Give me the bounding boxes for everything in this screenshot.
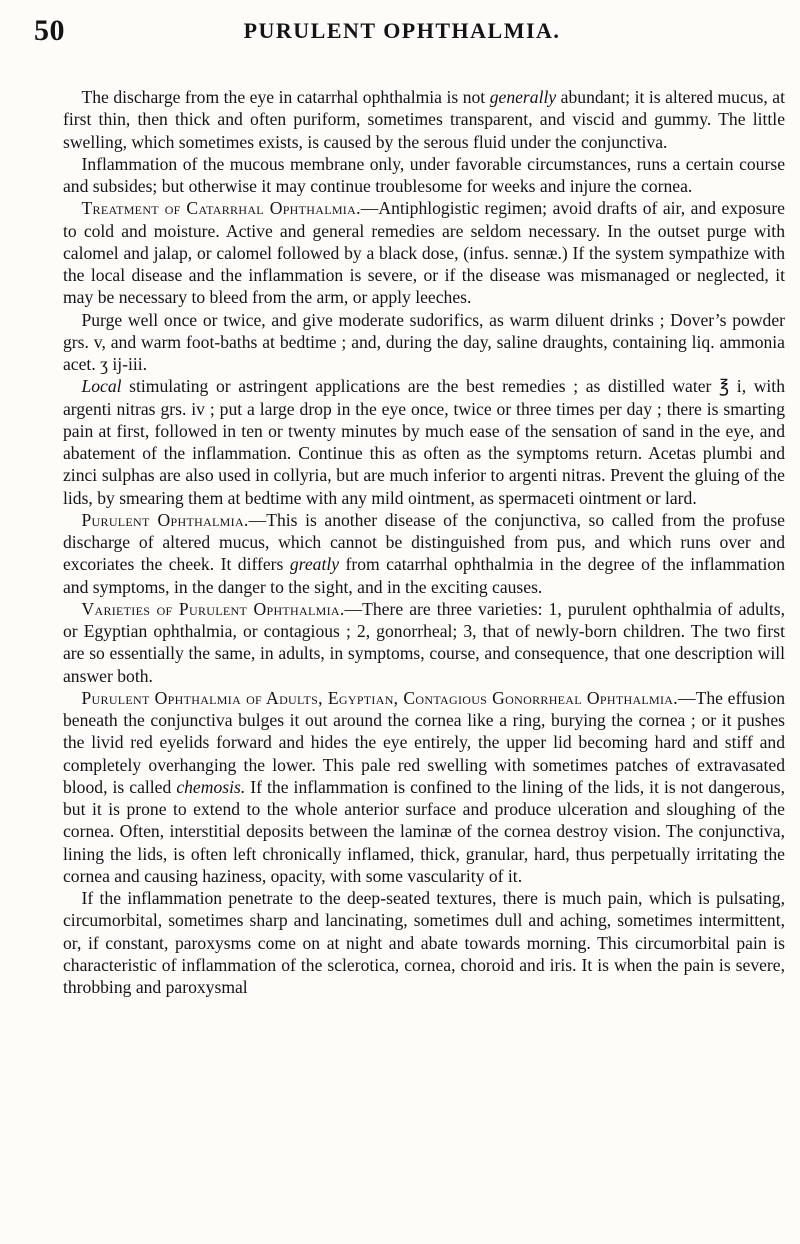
paragraph-text: Purge well once or twice, and give moderate sudorifics, as warm diluent drinks ; Dover’s powder grs. v, and warm foot-baths at bedtime ; and, during the day, saline draughts, containing liq. ammonia acet. ʒ ij-iii.: [63, 309, 785, 374]
paragraph-text: Inflammation of the mucous membrane only, under favorable circumstances, runs a certain course and subsides; but otherwise it may continue troublesome for weeks and injure the cornea.: [63, 153, 785, 196]
italic-text: generally: [489, 87, 557, 107]
section-heading: Treatment of Catarrhal Ophthalmia.: [81, 198, 361, 219]
page-title: PURULENT OPHTHALMIA.: [243, 18, 561, 43]
paragraph-p3: [63, 197, 785, 308]
paragraph-p8: [63, 687, 785, 887]
italic-text: chemosis.: [176, 776, 246, 797]
paragraph-text: from catarrhal ophthalmia in the degree of the inflammation and symptoms, in the danger to the sight, and in the exciting causes.: [63, 554, 785, 597]
paragraph-text: If the inflammation is confined to the lining of the lids, it is not dangerous, but it is prone to extend to the whole anterior surface and produce ulceration and sloughing of the cornea. Often, interstitial deposits between the laminæ of the cornea destroy vision. The conjunctiva, lining the lids, is often left chronically inflamed, thick, granular, hard, thus perpetually irritating the cornea and causing haziness, opacity, with some vascularity of it.: [63, 776, 785, 886]
paragraph-text: —This is another disease of the conjunctiva, so called from the profuse discharge of altered mucus, which cannot be distinguished from pus, and which runs over and excoriates the cheek. It differs: [63, 509, 785, 575]
paragraph-text: stimulating or astringent applications are the best remedies ; as distilled water ℥ i, with argenti nitras grs. iv ; put a large drop in the eye once, twice or three times per day ; there is smarting pain at first, followed in ten or twenty minutes by much ease of the sensation of sand in the eye, and abatement of the inflammation. Continue this as often as the symptoms return. Acetas plumbi and zinci sulphas are also used in collyria, but are much inferior to argenti nitras. Prevent the gluing of the lids, by smearing them at bedtime with any mild ointment, as spermaceti ointment or lard.: [63, 376, 785, 508]
paragraph-p7: [63, 598, 785, 687]
paragraph-p5: [63, 375, 785, 509]
paragraph-p1: [63, 86, 785, 153]
body-text: [63, 86, 785, 998]
italic-text: greatly: [289, 554, 340, 575]
paragraph-text: —There are three varieties: 1, purulent ophthalmia of adults, or Egyptian ophthalmia, or contagious ; 2, gonorrheal; 3, that of newly-born children. The two first are so essentially the same, in adults, in symptoms, course, and consequence, that one description will answer both.: [63, 598, 786, 686]
paragraph-text: If the inflammation penetrate to the deep-seated textures, there is much pain, which is pulsating, circumorbital, sometimes sharp and lancinating, sometimes dull and aching, sometimes intermittent, or, if constant, paroxysms come on at night and abate towards morning. This circumorbital pain is characteristic of inflammation of the sclerotica, cornea, choroid and iris. It is when the pain is severe, throbbing and paroxysmal: [63, 888, 785, 997]
paragraph-text: —Antiphlogistic regimen; avoid drafts of air, and exposure to cold and moisture. Active and general remedies are seldom necessary. In the outset purge with calomel and jalap, or calomel followed by a black dose, (infus. sennæ.) If the system sympathize with the local disease and the inflammation is severe, or if the disease was mismanaged or neglected, it may be necessary to bleed from the arm, or apply leeches.: [63, 198, 785, 308]
paragraph-p4: [63, 309, 785, 376]
section-heading: Purulent Ophthalmia.: [81, 509, 249, 530]
paragraph-p6: [63, 509, 785, 598]
paragraph-text: The discharge from the eye in catarrhal ophthalmia is not: [81, 87, 490, 107]
italic-text: Local: [81, 376, 122, 397]
paragraph-text: abundant; it is altered mucus, at first thin, then thick and often puriform, sometimes transparent, and viscid and gummy. The little swelling, which sometimes exists, is caused by the serous fluid under the conjunctiva.: [63, 87, 786, 152]
running-head: [34, 14, 770, 50]
page-number: 50: [34, 14, 65, 47]
section-heading: Purulent Ophthalmia of Adults, Egyptian, Contagious Gonorrheal Ophthalmia.: [81, 687, 678, 708]
section-heading: Varieties of Purulent Ophthalmia.: [81, 598, 345, 619]
paragraph-p2: [63, 153, 785, 198]
paragraph-p9: [63, 887, 785, 998]
paragraph-text: —The effusion beneath the conjunctiva bulges it out around the cornea like a ring, burying the cornea ; or it pushes the livid red eyelids forward and hides the eye entirely, the upper lid becoming hard and stiff and completely overhanging the lower. This pale red swelling with sometimes patches of extravasated blood, is called: [63, 687, 785, 797]
